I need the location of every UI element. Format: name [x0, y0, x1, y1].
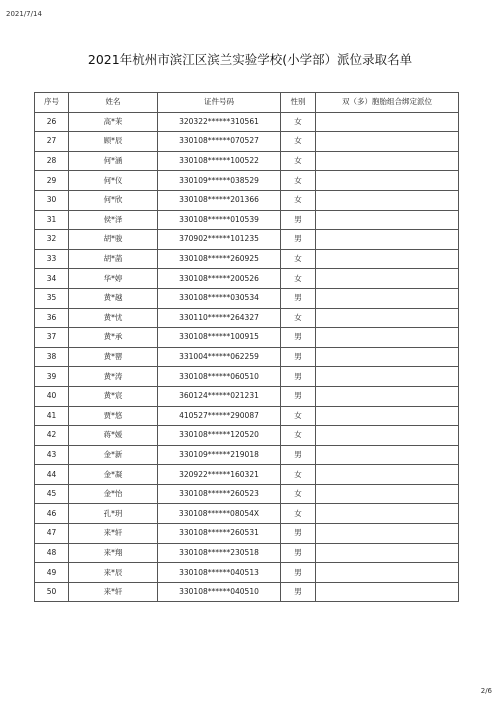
table-row	[35, 465, 459, 485]
admission-table	[34, 92, 459, 602]
cell-no: 44	[35, 465, 69, 485]
cell-twins	[316, 132, 459, 152]
cell-name: 金*新	[69, 445, 158, 465]
cell-no: 34	[35, 269, 69, 289]
cell-twins	[316, 367, 459, 387]
table-row	[35, 230, 459, 250]
cell-id: 330109******219018	[158, 445, 281, 465]
cell-name: 何*涵	[69, 151, 158, 171]
cell-id: 370902******101235	[158, 230, 281, 250]
cell-no: 28	[35, 151, 69, 171]
cell-gender: 女	[281, 269, 316, 289]
cell-no: 47	[35, 524, 69, 544]
table-row	[35, 367, 459, 387]
cell-id: 330108******201366	[158, 190, 281, 210]
cell-gender: 男	[281, 582, 316, 602]
cell-name: 胡*菡	[69, 249, 158, 269]
cell-gender: 女	[281, 426, 316, 446]
cell-name: 黄*罂	[69, 347, 158, 367]
cell-twins	[316, 582, 459, 602]
table-row	[35, 210, 459, 230]
cell-name: 何*欣	[69, 190, 158, 210]
cell-name: 金*凝	[69, 465, 158, 485]
cell-no: 26	[35, 112, 69, 132]
cell-name: 来*辰	[69, 563, 158, 583]
cell-gender: 男	[281, 524, 316, 544]
cell-id: 330108******260523	[158, 484, 281, 504]
cell-id: 360124******021231	[158, 386, 281, 406]
cell-no: 42	[35, 426, 69, 446]
cell-gender: 男	[281, 210, 316, 230]
cell-id: 330108******040510	[158, 582, 281, 602]
cell-twins	[316, 465, 459, 485]
page-number: 2/6	[480, 687, 492, 695]
cell-twins	[316, 308, 459, 328]
table-row	[35, 112, 459, 132]
cell-gender: 女	[281, 308, 316, 328]
cell-no: 49	[35, 563, 69, 583]
column-header-no: 序号	[35, 93, 69, 113]
cell-twins	[316, 406, 459, 426]
cell-twins	[316, 328, 459, 348]
cell-name: 孔*玥	[69, 504, 158, 524]
column-header-gender: 性别	[281, 93, 316, 113]
table-row	[35, 386, 459, 406]
column-header-id: 证件号码	[158, 93, 281, 113]
cell-name: 贾*悠	[69, 406, 158, 426]
print-date: 2021/7/14	[6, 10, 42, 18]
cell-name: 来*轩	[69, 524, 158, 544]
cell-no: 27	[35, 132, 69, 152]
cell-twins	[316, 543, 459, 563]
cell-id: 330108******040513	[158, 563, 281, 583]
cell-twins	[316, 249, 459, 269]
cell-twins	[316, 230, 459, 250]
page-title: 2021年杭州市滨江区滨兰实验学校(小学部）派位录取名单	[87, 52, 413, 67]
table-header-row	[35, 93, 459, 113]
table-row	[35, 190, 459, 210]
cell-gender: 女	[281, 249, 316, 269]
cell-id: 330108******100915	[158, 328, 281, 348]
cell-no: 29	[35, 171, 69, 191]
cell-gender: 女	[281, 171, 316, 191]
cell-gender: 女	[281, 406, 316, 426]
cell-twins	[316, 171, 459, 191]
cell-name: 黄*越	[69, 288, 158, 308]
cell-gender: 男	[281, 367, 316, 387]
cell-id: 320922******160321	[158, 465, 281, 485]
cell-gender: 男	[281, 347, 316, 367]
cell-id: 330108******230518	[158, 543, 281, 563]
cell-gender: 女	[281, 132, 316, 152]
cell-name: 蒋*媛	[69, 426, 158, 446]
cell-id: 330108******120520	[158, 426, 281, 446]
cell-no: 37	[35, 328, 69, 348]
table-row	[35, 288, 459, 308]
cell-gender: 女	[281, 151, 316, 171]
cell-id: 320322******310561	[158, 112, 281, 132]
cell-gender: 男	[281, 563, 316, 583]
cell-name: 金*怡	[69, 484, 158, 504]
cell-name: 华*婷	[69, 269, 158, 289]
cell-name: 黄*忧	[69, 308, 158, 328]
table-row	[35, 504, 459, 524]
cell-no: 39	[35, 367, 69, 387]
table-row	[35, 171, 459, 191]
table-row	[35, 132, 459, 152]
cell-name: 侯*泽	[69, 210, 158, 230]
table-row	[35, 269, 459, 289]
cell-twins	[316, 347, 459, 367]
table-row	[35, 406, 459, 426]
table-row	[35, 151, 459, 171]
cell-gender: 女	[281, 465, 316, 485]
cell-no: 32	[35, 230, 69, 250]
cell-no: 31	[35, 210, 69, 230]
cell-id: 330108******200526	[158, 269, 281, 289]
cell-gender: 男	[281, 386, 316, 406]
cell-name: 来*翔	[69, 543, 158, 563]
cell-id: 410527******290087	[158, 406, 281, 426]
cell-gender: 女	[281, 112, 316, 132]
cell-name: 黄*承	[69, 328, 158, 348]
cell-gender: 男	[281, 328, 316, 348]
cell-name: 胡*骏	[69, 230, 158, 250]
cell-id: 330108******260925	[158, 249, 281, 269]
cell-twins	[316, 445, 459, 465]
cell-gender: 女	[281, 190, 316, 210]
table-row	[35, 563, 459, 583]
cell-no: 30	[35, 190, 69, 210]
table-row	[35, 328, 459, 348]
table-row	[35, 426, 459, 446]
table-body	[35, 112, 459, 602]
cell-twins	[316, 151, 459, 171]
table-row	[35, 249, 459, 269]
cell-twins	[316, 112, 459, 132]
cell-name: 高*茉	[69, 112, 158, 132]
cell-no: 41	[35, 406, 69, 426]
cell-id: 330109******038529	[158, 171, 281, 191]
cell-id: 330108******060510	[158, 367, 281, 387]
column-header-twins: 双（多）胞胎组合绑定派位	[316, 93, 459, 113]
cell-id: 330108******100522	[158, 151, 281, 171]
cell-no: 40	[35, 386, 69, 406]
cell-id: 330108******010539	[158, 210, 281, 230]
cell-twins	[316, 524, 459, 544]
cell-twins	[316, 269, 459, 289]
table-row	[35, 308, 459, 328]
cell-no: 46	[35, 504, 69, 524]
table-row	[35, 445, 459, 465]
cell-no: 36	[35, 308, 69, 328]
cell-gender: 男	[281, 230, 316, 250]
cell-twins	[316, 190, 459, 210]
cell-name: 来*轩	[69, 582, 158, 602]
column-header-name: 姓名	[69, 93, 158, 113]
table-row	[35, 347, 459, 367]
cell-name: 黄*涛	[69, 367, 158, 387]
table-row	[35, 484, 459, 504]
cell-twins	[316, 386, 459, 406]
cell-name: 何*仪	[69, 171, 158, 191]
cell-no: 43	[35, 445, 69, 465]
table-row	[35, 582, 459, 602]
cell-twins	[316, 563, 459, 583]
cell-id: 330108******030534	[158, 288, 281, 308]
cell-gender: 男	[281, 445, 316, 465]
cell-no: 33	[35, 249, 69, 269]
cell-gender: 男	[281, 543, 316, 563]
cell-gender: 女	[281, 504, 316, 524]
cell-no: 45	[35, 484, 69, 504]
cell-id: 331004******062259	[158, 347, 281, 367]
cell-no: 38	[35, 347, 69, 367]
cell-twins	[316, 484, 459, 504]
cell-name: 黄*宸	[69, 386, 158, 406]
cell-name: 顾*辰	[69, 132, 158, 152]
cell-no: 50	[35, 582, 69, 602]
cell-gender: 女	[281, 484, 316, 504]
cell-id: 330108******08054X	[158, 504, 281, 524]
cell-twins	[316, 210, 459, 230]
table-row	[35, 524, 459, 544]
cell-twins	[316, 288, 459, 308]
cell-id: 330108******070527	[158, 132, 281, 152]
cell-twins	[316, 504, 459, 524]
cell-id: 330110******264327	[158, 308, 281, 328]
cell-id: 330108******260531	[158, 524, 281, 544]
cell-gender: 男	[281, 288, 316, 308]
cell-no: 48	[35, 543, 69, 563]
cell-no: 35	[35, 288, 69, 308]
table-row	[35, 543, 459, 563]
cell-twins	[316, 426, 459, 446]
